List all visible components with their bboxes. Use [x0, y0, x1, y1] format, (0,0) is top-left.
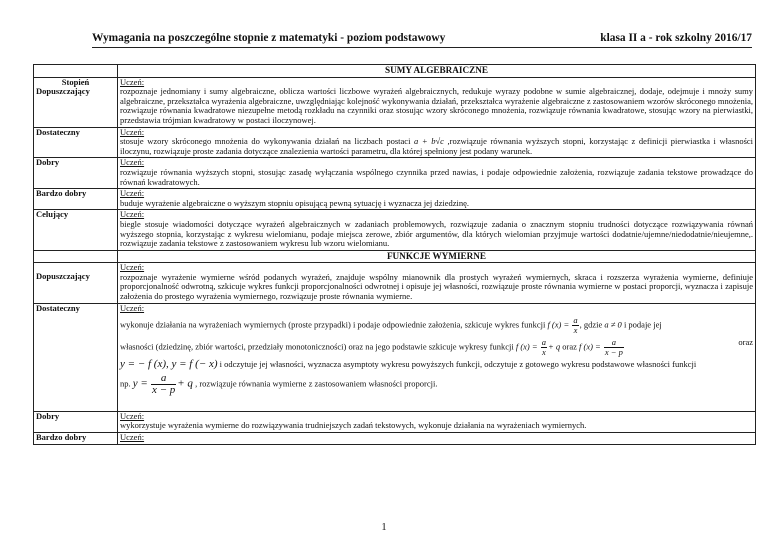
- row-bardzo-dobry-1: [34, 189, 756, 210]
- row-dobry-1: [34, 158, 756, 189]
- text-fragment: oraz: [562, 341, 577, 352]
- row-dostateczny-1: [34, 127, 756, 158]
- dost-line-4: [120, 373, 753, 396]
- level-header-cell: [34, 77, 118, 127]
- uczen-label: Uczeń:: [120, 432, 145, 443]
- row-bardzo-dobry-2: [34, 433, 756, 445]
- empty-corner-cell: [34, 65, 118, 78]
- level-celujacy: Celujący: [34, 210, 118, 250]
- level-dobry: Dobry: [34, 158, 118, 189]
- text-fragment: wykonuje działania na wyrażeniach wymiernych (proste przypadki) i podaje odpowiednie założenia, szkicuje wykres funkcji: [120, 319, 546, 330]
- uczen-label: Uczeń:: [120, 188, 145, 199]
- fraction-denominator: x: [541, 347, 546, 358]
- row-dobry-2: [34, 411, 756, 432]
- text-fragment: i odczytuje jej własności, wyznacza asymptoty wykresu powyższych funkcji, odczytuje z gotowego wykresu podstawowe własności funkcji: [219, 359, 697, 370]
- text-fragment: , rozwiązuje równania wymierne z zastosowaniem własności proporcji.: [195, 378, 438, 389]
- requirements-table: [33, 64, 756, 445]
- math-y: y =: [132, 377, 148, 390]
- uczen-label: Uczeń:: [120, 410, 145, 421]
- requirement-text-a: stosuje wzory skróconego mnożenia do wykonywania działań na liczbach postaci: [120, 136, 411, 147]
- class-year: klasa II a - rok szkolny 2016/17: [600, 32, 752, 44]
- page-header: [92, 32, 752, 46]
- text-dostateczny-2: [118, 303, 756, 411]
- fraction-a-over-x: [572, 316, 578, 335]
- stopien-label: Stopień: [61, 76, 90, 87]
- text-dopuszczajacy-1: [118, 77, 756, 127]
- requirement-text: wykorzystuje wyrażenia wymierne do rozwiązywania trudniejszych zadań tekstowych, wykonuje działania na wyrażeniach wymiernych.: [120, 420, 587, 431]
- math-condition: a ≠ 0: [604, 319, 622, 330]
- text-bardzo-dobry-1: [118, 189, 756, 210]
- dost-line-3: [120, 360, 753, 370]
- uczen-label: Uczeń:: [120, 126, 145, 137]
- uczen-label: Uczeń:: [120, 76, 145, 87]
- text-fragment: , gdzie: [579, 319, 603, 330]
- math-fx: f (x) =: [515, 341, 538, 352]
- fraction-numerator: a: [541, 337, 546, 348]
- fraction-denominator: x − p: [604, 347, 623, 358]
- section-title-row: [34, 65, 756, 78]
- section-title-row: [34, 250, 756, 263]
- dost-line-1: [120, 316, 753, 335]
- fraction-denominator: x: [573, 325, 578, 336]
- text-fragment: np.: [120, 378, 131, 389]
- level-label: Dopuszczający: [36, 271, 90, 282]
- math-fx: f (x) =: [547, 319, 570, 330]
- section-title-funkcje: FUNKCJE WYMIERNE: [118, 250, 756, 263]
- uczen-label: Uczeń:: [120, 302, 145, 313]
- uczen-label: Uczeń:: [120, 262, 145, 273]
- math-expression: a + b√c: [414, 136, 444, 147]
- fraction-denominator: x − p: [151, 383, 176, 396]
- math-plus-q: + q: [547, 341, 561, 352]
- math-reflections: y = − f (x), y = f (− x): [120, 358, 218, 371]
- fraction-numerator: a: [604, 338, 624, 348]
- level-dobry: Dobry: [34, 411, 118, 432]
- level-bardzo-dobry: Bardzo dobry: [34, 189, 118, 210]
- level-dostateczny: Dostateczny: [34, 127, 118, 158]
- text-fragment: oraz: [738, 337, 753, 348]
- requirement-text: rozwiązuje równania wyższych stopni, stosując zasadę wyłączania wspólnego czynnika przed nawias, i podaje odpowiednie założenia, rozwiązuje zadania tekstowe prowadzące do równań kwadratowych.: [120, 166, 753, 187]
- text-fragment: i podaje jej: [623, 319, 662, 330]
- dost-line-2: [120, 338, 753, 357]
- level-dopuszczajacy: [34, 263, 118, 303]
- requirement-text: biegle stosuje wiadomości dotyczące wyrażeń algebraicznych w zadaniach problemowych, rozwiązuje zadania o znacznym stopniu trudności dotyczące rozwiązywania równań wyższego stopnia, korzystając z wykresu wielomianu, podaje miejsca zerowe, zbiór argumentów, dla których wielomian przyjmuje wartości dodatnie/ujemne/niedodatnie/nieujemne,. rozwiązuje zadania tekstowe z zastosowaniem wykresu lub wzoru wielomianu.: [120, 218, 753, 249]
- text-dobry-2: [118, 411, 756, 432]
- uczen-label: Uczeń:: [120, 157, 145, 168]
- fraction-a-over-x: [541, 338, 547, 357]
- requirement-text: buduje wyrażenie algebraiczne o wyższym stopniu opisującą pewną sytuację i wyznacza jej dziedzinę.: [120, 197, 470, 208]
- level-bardzo-dobry: Bardzo dobry: [34, 433, 118, 445]
- requirement-text-b: ,rozwiązuje równania wyższych stopni, korzystając z definicji pierwiastka i własności iloczynu, rozwiązuje proste zadania dotyczące znalezienia wartości parametru, dla której spełniony jest podany warunek.: [120, 136, 754, 156]
- uczen-label: Uczeń:: [120, 209, 145, 220]
- text-fragment: własności (dziedzinę, zbiór wartości, przedziały monotoniczności) oraz na jego podstawie szkicuje wykresy funkcji: [120, 341, 514, 352]
- section-title-sumy: SUMY ALGEBRAICZNE: [118, 65, 756, 78]
- row-dostateczny-2: [34, 303, 756, 411]
- empty-corner-cell: [34, 250, 118, 263]
- fraction-numerator: a: [573, 315, 578, 326]
- fraction-a-over-x-minus-p: [151, 373, 176, 396]
- math-plus-q: + q: [177, 377, 193, 390]
- text-dobry-1: [118, 158, 756, 189]
- fraction-numerator: a: [151, 373, 176, 385]
- requirement-text: rozpoznaje wyrażenie wymierne wśród podanych wyrażeń, znajduje wspólny mianownik dla prostych wyrażeń wymiernych, skraca i rozszerza wyrażenia wymierne, definiuje proporcjonalność odwrotną, szkicuje wykres funkcji proporcjonalności odwrotnej i opisuje jej własności, rozwiązuje proste równania wymierne w postaci proporcji, wyznacza i zapisuje założenia do prostego wyrażenia wymiernego, rozwiązuje proste równania wymierne.: [120, 271, 753, 302]
- requirement-text: rozpoznaje jednomiany i sumy algebraiczne, oblicza wartości liczbowe wyrażeń algebraicznych, redukuje wyrazy podobne w sumie algebraicznej, dodaje, odejmuje i mnoży sumy algebraiczne, przekształca wyrażenia algebraiczne, uwzględniając kolejność wykonywania działań, przekształca wyrażenie algebraiczne z zastosowaniem wzorów skróconego mnożenia, rozwiązuje równania kwadratowe niezupełne metodą rozkładu na czynniki oraz stosując wzory skróconego mnożenia, rozwiązuje równania kwadratowe, stosując wzory na pierwiastki, przedstawia trójmian kwadratowy w postaci iloczynowej.: [120, 86, 753, 125]
- page-number: 1: [381, 522, 387, 533]
- level-dopuszczajacy: Dopuszczający: [36, 86, 90, 97]
- text-celujacy-1: [118, 210, 756, 250]
- text-bardzo-dobry-2: [118, 433, 756, 445]
- text-dopuszczajacy-2: [118, 263, 756, 303]
- row-celujacy-1: [34, 210, 756, 250]
- row-dopuszczajacy-2: [34, 263, 756, 303]
- fraction-a-over-x-minus-p: [604, 338, 624, 357]
- header-rule: [92, 47, 752, 48]
- text-dostateczny-1: [118, 127, 756, 158]
- document-title: Wymagania na poszczególne stopnie z matematyki - poziom podstawowy: [92, 32, 446, 44]
- row-dopuszczajacy-1: [34, 77, 756, 127]
- math-fx: f (x) =: [579, 341, 601, 352]
- level-dostateczny: Dostateczny: [34, 303, 118, 411]
